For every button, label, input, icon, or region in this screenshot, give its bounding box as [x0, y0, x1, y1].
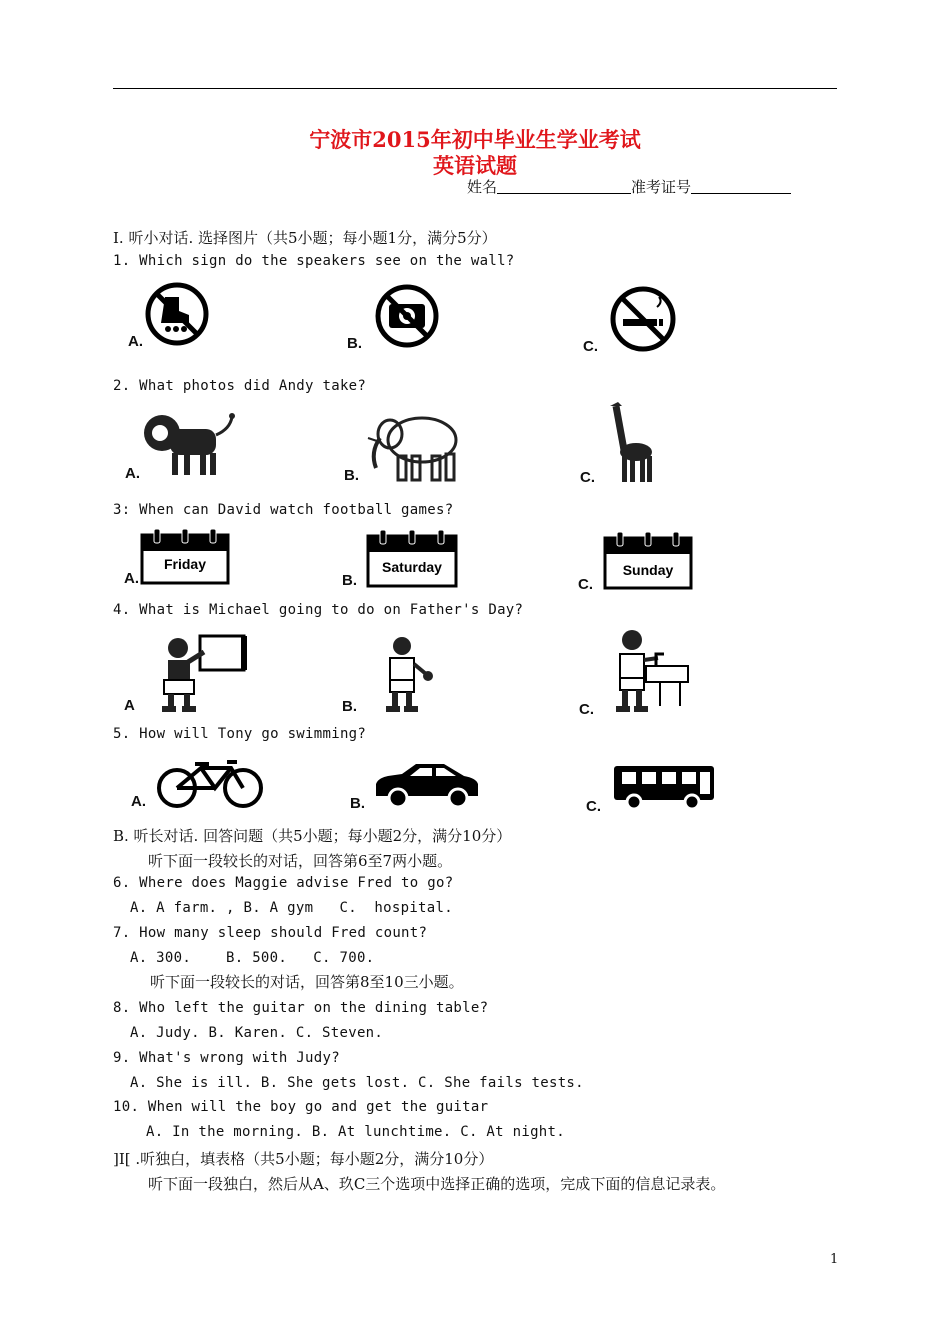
name-label: 姓名 [467, 178, 498, 196]
q2-label-c: C. [580, 469, 595, 486]
q4-label-b: B. [342, 698, 357, 715]
calendar-day-friday: Friday [163, 556, 207, 572]
question-4: 4. What is Michael going to do on Father's Day? [113, 602, 524, 618]
question-5: 5. How will Tony go swimming? [113, 726, 367, 742]
question-9: 9. What's wrong with Judy? [113, 1050, 340, 1066]
id-blank[interactable] [691, 179, 791, 194]
q3-label-a: A. [124, 570, 139, 587]
calendar-day-sunday: Sunday [622, 562, 674, 578]
boy-playing-icon [376, 634, 434, 716]
q3-label-c: C. [578, 576, 593, 593]
no-smoking-sign [607, 285, 679, 355]
section2-heading: B. 听长对话. 回答问题（共5小题；每小题2分，满分10分） [113, 827, 512, 845]
question-2: 2. What photos did Andy take? [113, 378, 367, 394]
question-10: 10. When will the boy go and get the guitar [113, 1099, 489, 1115]
candidate-info [467, 176, 791, 197]
question-8: 8. Who left the guitar on the dining table? [113, 1000, 489, 1016]
q4-label-c: C. [579, 701, 594, 718]
bicycle-icon [155, 758, 265, 810]
lion-icon [140, 407, 236, 479]
section3-intro: 听下面一段独白，然后从A、玖C三个选项中选择正确的选项，完成下面的信息记录表。 [148, 1175, 726, 1193]
q5-label-c: C. [586, 798, 601, 815]
q2-label-b: B. [344, 467, 359, 484]
q1-label-b: B. [347, 335, 362, 352]
question-9-options: A. She is ill. B. She gets lost. C. She fails tests. [130, 1075, 584, 1091]
car-icon [372, 760, 482, 808]
q5-label-b: B. [350, 795, 365, 812]
q2-label-a: A. [125, 465, 140, 482]
no-skating-sign [143, 280, 211, 350]
question-3: 3: When can David watch football games? [113, 502, 454, 518]
section3-heading: ]I[ .听独白，填表格（共5小题；每小题2分，满分10分） [113, 1150, 494, 1168]
question-7: 7. How many sleep should Fred count? [113, 925, 428, 941]
q1-label-a: A. [128, 333, 143, 350]
question-8-options: A. Judy. B. Karen. C. Steven. [130, 1025, 384, 1041]
exam-subtitle: 英语试题 [433, 153, 517, 178]
calendar-friday-icon [138, 527, 232, 587]
boy-cleaning-window-icon [148, 632, 248, 714]
question-6: 6. Where does Maggie advise Fred to go? [113, 875, 454, 891]
q4-label-a: A [124, 697, 135, 714]
section2-intro-1: 听下面一段较长的对话，回答第6至7两小题。 [148, 852, 453, 870]
elephant-icon [366, 404, 462, 484]
section1-heading: I. 听小对话. 选择图片（共5小题；每小题1分，满分5分） [113, 229, 497, 247]
calendar-sunday-icon [601, 530, 695, 592]
q5-label-a: A. [131, 793, 146, 810]
exam-title: 宁波市2015年初中毕业生学业考试 [309, 127, 641, 152]
question-7-options: A. 300. B. 500. C. 700. [130, 950, 375, 966]
no-camera-sign [372, 283, 442, 351]
question-6-options: A. A farm. , B. A gym C. hospital. [130, 900, 453, 916]
id-label: 准考证号 [631, 178, 692, 196]
section2-intro-2: 听下面一段较长的对话，回答第8至10三小题。 [150, 973, 464, 991]
q3-label-b: B. [342, 572, 357, 589]
page-number: 1 [830, 1252, 839, 1267]
bus-icon [612, 764, 716, 810]
question-10-options: A. In the morning. B. At lunchtime. C. At night. [146, 1124, 565, 1140]
name-blank[interactable] [497, 179, 631, 194]
header-rule [113, 88, 837, 89]
question-1: 1. Which sign do the speakers see on the wall? [113, 253, 515, 269]
boy-washing-dishes-icon [600, 626, 692, 716]
calendar-saturday-icon [364, 528, 460, 590]
giraffe-icon [604, 398, 660, 484]
q1-label-c: C. [583, 338, 598, 355]
calendar-day-saturday: Saturday [382, 559, 442, 575]
